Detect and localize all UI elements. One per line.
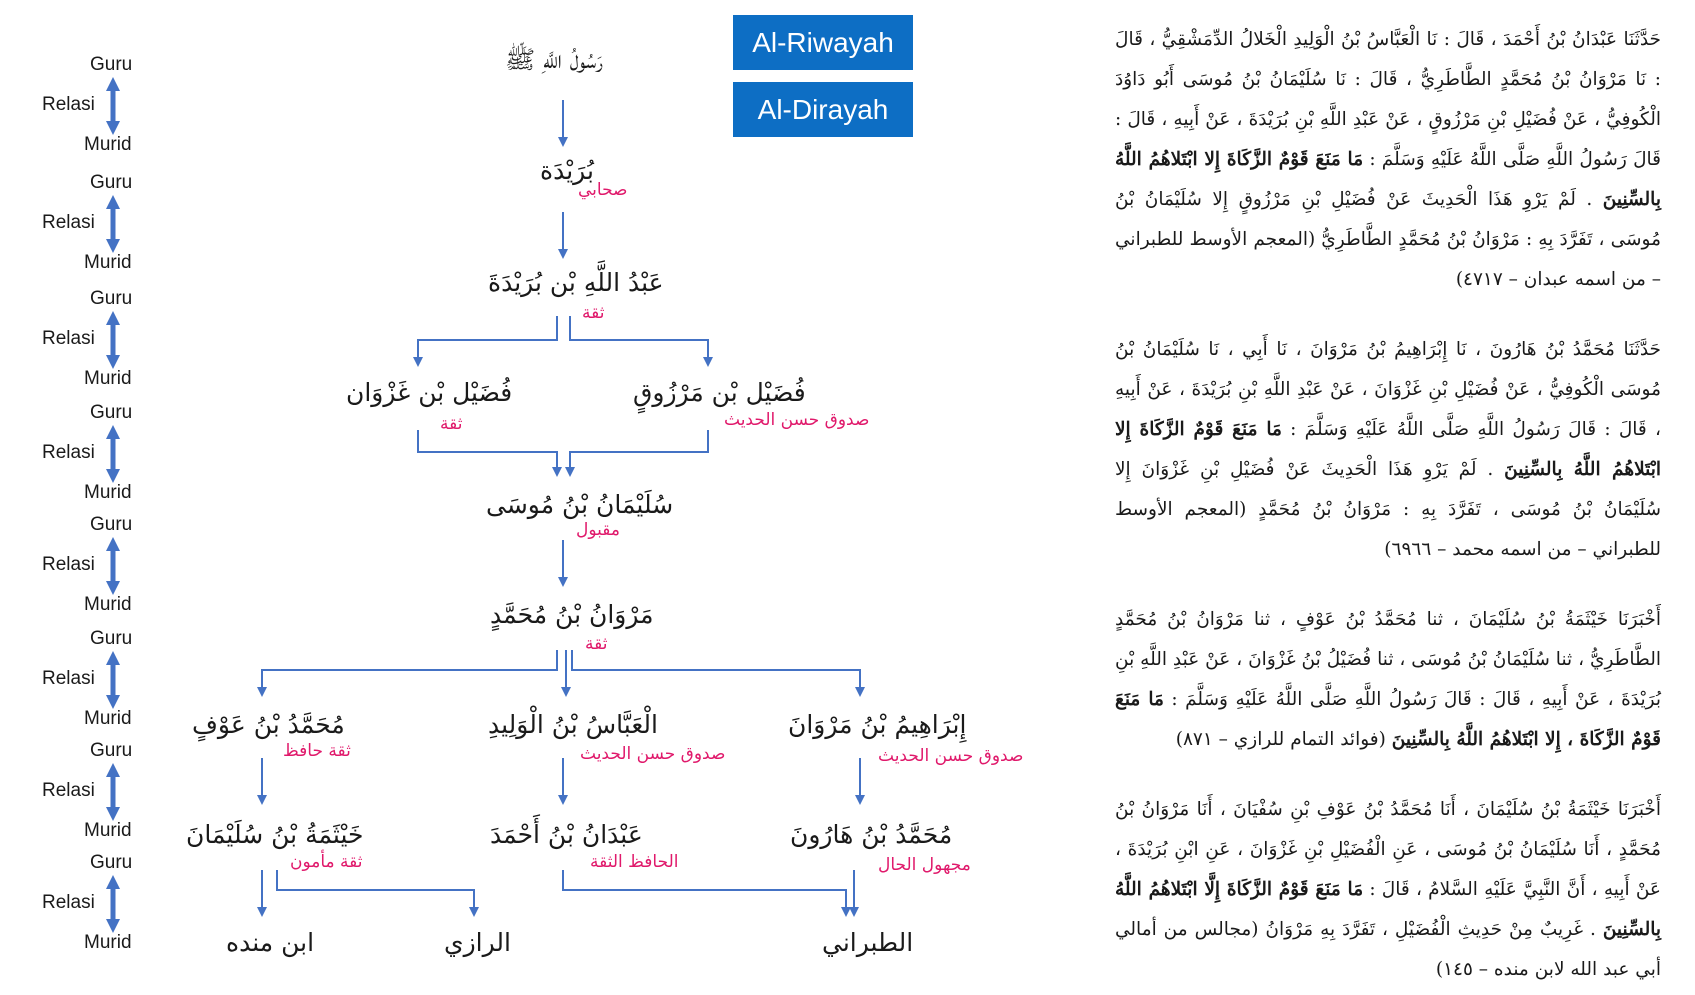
grade-sulayman-ibn-musa: مقبول	[576, 520, 620, 540]
guru-label: Guru	[90, 402, 133, 423]
murid-label: Murid	[84, 134, 132, 155]
guru-label: Guru	[90, 514, 133, 535]
grade-muhammad-ibn-awf: ثقة حافظ	[283, 741, 351, 761]
murid-label: Murid	[84, 708, 132, 729]
murid-label: Murid	[84, 252, 132, 273]
guru-label: Guru	[90, 288, 133, 309]
node-al-razi: الرازي	[444, 928, 511, 957]
narration-3-source: (فوائد التمام للرازي – ٨٧١)	[1175, 729, 1386, 750]
narration-1-isnad: حَدَّثَنَا عَبْدَانُ بْنُ أَحْمَدَ ، قَالَ : نَا الْعَبَّاسُ بْنُ الْوَلِيدِ الْخَلالُ الدِّمَشْقِيُّ ، قَالَ : نَا مَرْوَانُ بْنُ مُحَمَّدٍ الطَّاطَرِيُّ ، قَالَ : نَا سُلَيْمَانُ بْنُ مُوسَى أَبُو دَاوُدَ الْكُوفِيُّ ، عَنْ فُضَيْلِ بْنِ مَرْزُوقٍ ، عَنْ عَبْدِ اللَّهِ بْنِ بُرَيْدَةَ ، عَنْ أَبِيهِ ، قَالَ : قَالَ رَسُولُ اللَّهِ صَلَّى اللَّهُ عَلَيْهِ وَسَلَّمَ :	[1115, 29, 1661, 170]
node-khaythamah-ibn-sulayman: خَيْثَمَةُ بْنُ سُلَيْمَانَ	[186, 820, 364, 849]
narration-2-matn: مَا مَنَعَ قَوْمٌ الزَّكَاةَ إِلا ابْتَلاهُمُ اللَّهُ بِالسِّنِينَ	[1115, 419, 1661, 480]
murid-label: Murid	[84, 482, 132, 503]
relasi-label: Relasi	[42, 442, 95, 463]
narration-4-isnad: أَخْبَرَنَا خَيْثَمَةُ بْنُ سُلَيْمَانَ ، أَنَا مُحَمَّدُ بْنُ عَوْفِ بْنِ سُفْيَانَ ، أَنَا مَرْوَانُ بْنُ مُحَمَّدٍ ، أَنَا سُلَيْمَانُ بْنُ مُوسَى ، عَنِ الْفُضَيْلِ بْنِ غَزْوَانَ ، عَنِ ابْنِ بُرَيْدَةَ ، عَنْ أَبِيهِ ، أَنَّ النَّبِيَّ عَلَيْهِ السَّلامُ ، قَالَ :	[1115, 799, 1661, 900]
guru-label: Guru	[90, 628, 133, 649]
grade-fudayl-ibn-ghazwan: ثقة	[440, 414, 463, 434]
relasi-label: Relasi	[42, 212, 95, 233]
node-buraydah: بُرَيْدَة	[540, 156, 594, 185]
grade-abdan-ibn-ahmad: الحافظ الثقة	[590, 852, 679, 872]
guru-label: Guru	[90, 740, 133, 761]
grade-fudayl-ibn-marzuq: صدوق حسن الحديث	[724, 410, 870, 430]
guru-label: Guru	[90, 852, 133, 873]
node-fudayl-ibn-ghazwan: فُضَيْل بْن غَزْوَان	[346, 378, 513, 407]
relasi-label: Relasi	[42, 328, 95, 349]
grade-marwan-ibn-muhammad: ثقة	[585, 634, 608, 654]
narration-4	[1115, 790, 1661, 990]
relasi-label: Relasi	[42, 780, 95, 801]
grade-muhammad-ibn-harun: مجهول الحال	[878, 855, 971, 875]
arrow-marwan-ibrahim	[572, 650, 860, 692]
murid-label: Murid	[84, 368, 132, 389]
narration-4-source: . غَرِيبٌ مِنْ حَدِيثِ الْفُضَيْلِ ، تَفَرَّدَ بِهِ مَرْوَانُ (مجالس من أمالي أبي عبد الله لابن منده – ١٤٥)	[1115, 919, 1661, 980]
node-prophet: رَسُولُ اللَّهِ ﷺ	[505, 45, 603, 74]
node-muhammad-ibn-awf: مُحَمَّدُ بْنُ عَوْفٍ	[192, 710, 345, 739]
murid-label: Murid	[84, 820, 132, 841]
relasi-label: Relasi	[42, 554, 95, 575]
al-dirayah-button[interactable]: Al-Dirayah	[733, 82, 913, 137]
node-abbas-ibn-al-walid: الْعَبَّاسُ بْنُ الْوَلِيدِ	[488, 710, 658, 739]
grade-khaythamah-ibn-sulayman: ثقة مأمون	[290, 852, 363, 872]
narration-3-matn: مَا مَنَعَ قَوْمٌ الزَّكَاةَ ، إِلا ابْتَلاهُمُ اللَّهُ بِالسِّنِينَ	[1115, 689, 1661, 750]
grade-abdullah-ibn-buraydah: ثقة	[582, 303, 605, 323]
relasi-label: Relasi	[42, 668, 95, 689]
arrow-abdullah-fudayl-ghazwan	[418, 316, 557, 362]
relasi-label: Relasi	[42, 892, 95, 913]
murid-label: Murid	[84, 932, 132, 953]
grade-abbas-ibn-al-walid: صدوق حسن الحديث	[580, 744, 726, 764]
arrow-khaythamah-razi	[277, 870, 474, 912]
arrow-fudayl-marzuq-sulayman	[570, 430, 708, 472]
node-fudayl-ibn-marzuq: فُضَيْل بْن مَرْزُوقٍ	[633, 378, 806, 407]
narration-2-source: . لَمْ يَرْوِ هَذَا الْحَدِيثَ عَنْ فُضَيْلِ بْنِ غَزْوَانَ إِلا سُلَيْمَانُ بْنُ مُوسَى ، تَفَرَّدَ بِهِ : مَرْوَانُ بْنُ مُحَمَّدٍ (المعجم الأوسط للطبراني – من اسمه محمد – ٦٩٦٦)	[1115, 459, 1661, 560]
murid-label: Murid	[84, 594, 132, 615]
node-abdan-ibn-ahmad: عَبْدَانُ بْنُ أَحْمَدَ	[490, 820, 643, 849]
narration-2	[1115, 330, 1661, 570]
narration-1-matn: مَا مَنَعَ قَوْمٌ الزَّكَاةَ إِلا ابْتَلاهُمُ اللَّهُ بِالسِّنِينَ	[1115, 149, 1661, 210]
guru-label: Guru	[90, 172, 133, 193]
grade-ibrahim-ibn-marwan: صدوق حسن الحديث	[878, 746, 1024, 766]
guru-label: Guru	[90, 54, 133, 75]
narration-4-matn: مَا مَنَعَ قَوْمٌ الزَّكَاةَ إِلَّا ابْتَلاهُمُ اللَّهُ بِالسِّنِينَ	[1115, 879, 1662, 940]
narration-1-source: . لَمْ يَرْوِ هَذَا الْحَدِيثَ عَنْ فُضَيْلِ بْنِ مَرْزُوقٍ إِلا سُلَيْمَانُ بْنُ مُوسَى ، تَفَرَّدَ بِهِ : مَرْوَانُ بْنُ مُحَمَّدٍ الطَّاطَرِيُّ (المعجم الأوسط للطبراني – من اسمه عبدان – ٤٧١٧)	[1115, 189, 1661, 290]
node-ibrahim-ibn-marwan: إِبْرَاهِيمُ بْنُ مَرْوَانَ	[788, 710, 967, 739]
node-ibn-mandah: ابن منده	[226, 928, 315, 957]
narration-1	[1115, 20, 1661, 300]
relasi-label: Relasi	[42, 94, 95, 115]
node-abdullah-ibn-buraydah: عَبْدُ اللَّهِ بْن بُرَيْدَةَ	[488, 268, 664, 297]
arrow-abdan-tabarani	[563, 870, 846, 912]
node-al-tabarani: الطبراني	[822, 928, 914, 957]
arrow-fudayl-ghazwan-sulayman	[418, 430, 557, 472]
node-sulayman-ibn-musa: سُلَيْمَانُ بْنُ مُوسَى	[486, 490, 674, 519]
narration-2-isnad: حَدَّثَنَا مُحَمَّدُ بْنُ هَارُونَ ، نَا إِبْرَاهِيمُ بْنُ مَرْوَانَ ، نَا أَبِي ، نَا سُلَيْمَانُ بْنُ مُوسَى الْكُوفِيُّ ، عَنْ فُضَيْلِ بْنِ غَزْوَانَ ، عَنْ عَبْدِ اللَّهِ بْنِ بُرَيْدَةَ ، عَنْ أَبِيهِ ، قَالَ : قَالَ رَسُولُ اللَّهِ صَلَّى اللَّهُ عَلَيْهِ وَسَلَّمَ :	[1115, 339, 1661, 440]
narration-3-isnad: أَخْبَرَنَا خَيْثَمَةُ بْنُ سُلَيْمَانَ ، ثنا مُحَمَّدُ بْنُ عَوْفٍ ، ثنا مَرْوَانُ بْنُ مُحَمَّدٍ الطَّاطَرِيُّ ، ثنا سُلَيْمَانُ بْنُ مُوسَى ، ثنا فُضَيْلُ بْنُ غَزْوَانَ ، عَنْ عَبْدِ اللَّهِ بْنِ بُرَيْدَةَ ، عَنْ أَبِيهِ ، قَالَ : قَالَ رَسُولُ اللَّهِ صَلَّى اللَّهُ عَلَيْهِ وَسَلَّمَ :	[1115, 609, 1661, 710]
node-marwan-ibn-muhammad: مَرْوَانُ بْنُ مُحَمَّدٍ	[490, 600, 654, 629]
narration-3	[1115, 600, 1661, 760]
grade-buraydah: صحابي	[578, 180, 628, 200]
node-muhammad-ibn-harun: مُحَمَّدُ بْنُ هَارُونَ	[790, 820, 953, 849]
arrow-marwan-muhammad-awf	[262, 650, 557, 692]
al-riwayah-button[interactable]: Al-Riwayah	[733, 15, 913, 70]
